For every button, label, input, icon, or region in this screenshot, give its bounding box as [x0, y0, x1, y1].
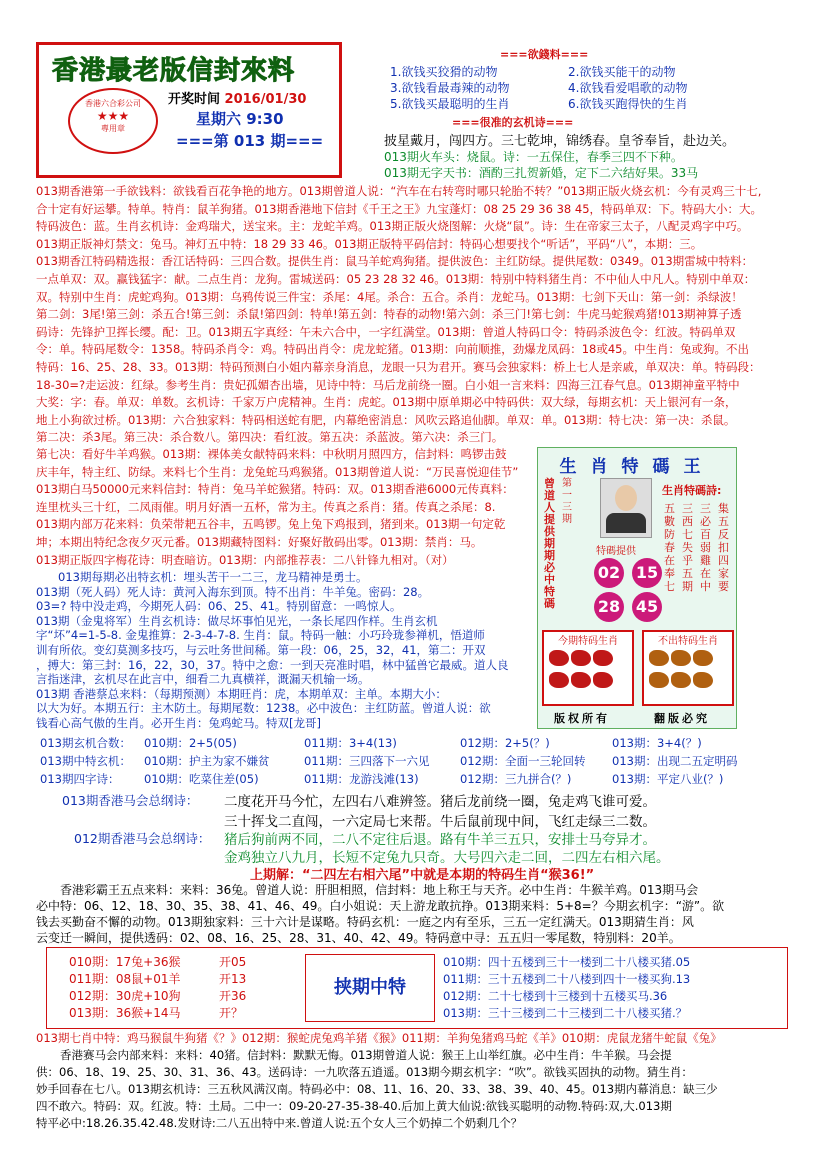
poster-right-title: 生肖特碼詩:: [662, 484, 722, 497]
animal-icon: [571, 672, 591, 688]
animal-icon: [649, 672, 669, 688]
lower-text-block: [36, 882, 796, 946]
narrow-text-line: 连里枕头三十红，二凤雨催。明月好酒一五杯，常为主。传真之系肖：猪。传真之杀尾：8.: [36, 499, 496, 514]
portrait-image: [600, 478, 652, 538]
table-left-row: [69, 971, 246, 988]
money-item: 4.欲钱看爱唱歌的动物: [568, 81, 688, 95]
lower-text-line: 钱去买勤奋不懈的动物。013期独家料：三十六计是谋略。特码玄机：一庭之内有至乐，三五一定红满天。013期猜生肖：风: [36, 915, 694, 929]
table-right-row: 010期：四十五楼到三十一楼到二十八楼买猪.05: [443, 955, 691, 969]
table-right-row: 013期：三十三楼到二十三楼到二十八楼买猪.？: [443, 1006, 688, 1020]
main-text-line: 合十定有好运攀。特单。特肖：鼠羊狗猪。013期香港地下信封《千王之王》九宝蓬灯：08 25 29 36 38 45，特码单双：下。特码大小：大。: [36, 201, 763, 216]
footer-text-line: 013期七肖中特：鸡马猴鼠牛狗猪《？》012期：猴蛇虎兔鸡羊猪《猴》011期：羊狗兔猪鸡马蛇《羊》010期：虎鼠龙猪牛蛇鼠《兔》: [36, 1031, 722, 1045]
money-item: 5.欲钱买最聪明的生肖: [390, 97, 510, 111]
table-pair: 012期：30虎+10狗: [69, 989, 181, 1003]
poem-line-2: 013期火车头：烧鼠。诗：一五保住，春季三四不下种。: [384, 150, 683, 164]
horse-poem-1-line-2: 三十挥戈二直闯，一六定局七来帮。牛后鼠前现中间，飞红走绿三二数。: [224, 814, 656, 830]
table-right-row: 012期：二十七楼到十三楼到十五楼买马.36: [443, 989, 668, 1003]
main-text-line: 大奖：字：春。单双：单数。玄机诗：千家万户虎精神。生肖：虎蛇。013期中原单期必中特码供：双大绿，每期玄机：天上银河有一条，: [36, 395, 737, 410]
animal-icon: [549, 650, 569, 666]
blue-text-line: 013期 香港蔡总来料：（每期预测）本期旺肖：虎，本期单双：主单。本期大小：: [36, 686, 447, 701]
poster-footer-left: 版权所有: [554, 712, 610, 725]
blue-text-line: ，搏大：第三封：16，22，30，37。特中之愈：一到天亮准时唱，林中猛兽它最威。道人良: [36, 657, 509, 672]
history-cell: 010期：吃菜住差(05): [144, 772, 259, 786]
history-cell: 011期：龙游浅滩(13): [304, 772, 419, 786]
table-left-row: [69, 988, 246, 1005]
history-cell: 013期中特玄机：: [40, 754, 131, 768]
main-text-line: 地上小狗欲过桥。013期：六合独家料：特码相送蛇有肥，内幕绝密消息：风吹云路追仙脚。单双：单。013期：特七决：第一决：杀鼠。: [36, 412, 736, 427]
issue-table: [46, 947, 788, 1029]
blue-text-block: [36, 570, 536, 731]
history-cell: 011期：3+4(13): [304, 736, 397, 750]
poster-left-text: 曾道人提供期期必中特碼: [544, 477, 555, 610]
main-text-line: 第二决：杀3尾。第三决：杀合数八。第四决：看红波。第五决：杀蓝波。第六决：杀三门。: [36, 430, 504, 445]
poster-col: 三西七失乎五期: [682, 502, 693, 593]
poem-title: ===很准的玄机诗===: [452, 116, 574, 129]
poster-title: 生肖特碼王: [559, 457, 715, 477]
history-cell: 013期：3+4(？): [612, 736, 702, 750]
zodiac-out-label: 不出特码生肖: [658, 636, 718, 647]
logo-title: 香港最老版信封來料: [52, 56, 296, 86]
narrow-text-line: 013期正版四字梅花诗：明查暗访。013期：内部推荐表：二八针锋九相对。（对）: [36, 552, 454, 567]
company-seal: [68, 88, 158, 154]
history-cell: 013期四字诗：: [40, 772, 120, 786]
history-cell: 012期：2+5(？): [460, 736, 550, 750]
animal-icon: [593, 650, 613, 666]
money-item: 6.欲钱买跑得快的生肖: [568, 97, 688, 111]
blue-text-line: 03=? 特中没走鸡，今期死人码：06、25、41。特别留意：一鸣惊人。: [36, 599, 402, 614]
number-ball: 15: [632, 558, 662, 588]
table-result: 开36: [219, 989, 247, 1003]
money-item: 1.欲钱买狡猾的动物: [390, 65, 498, 79]
animal-icon: [693, 672, 713, 688]
blue-text-line: 字“坏”4=1-5-8. 金鬼推算：2-3-4-7-8. 生肖：鼠。特码一触：小巧玲珑参禅机，悟道师: [36, 628, 485, 643]
animal-icon: [649, 650, 669, 666]
number-ball: 28: [594, 592, 624, 622]
footer-text-line: 特平必中:18.26.35.42.48.发财诗:二八五出特中来.曾道人说:五个女人三个奶掉二个奶剩几个？: [36, 1116, 523, 1130]
footer-text-line: 香港赛马会内部来料：来料：40猪。信封料：默默无悔。013期曾道人说：猴王上山举红旗。必中生肖：牛羊猴。马会提: [60, 1048, 672, 1062]
narrow-text-line: 坤；本期出特纪念夜夕灭元番。013期藏特图料：好聚好散码出零。013期：禁肖：马。: [36, 534, 483, 549]
blue-text-line: 013期（死人码）死人诗：黄河入海东到顶。特不出肖：牛羊兔。密码：28。: [36, 584, 430, 599]
main-text-line: 013期香港第一手欲钱料：欲钱看百花争艳的地方。013期曾道人说：“汽车在右转弯时哪只轮胎不转？”013期正版火烧玄机：今有灵鸡三十七,: [36, 184, 762, 198]
main-text-line: 第二剑：3尾!第三剑：杀五合!第三剑：杀鼠!第四剑：特单!第五剑：特春的动物!第六剑：杀三门!第七剑：牛虎马蛇猴鸡猪!013期神算子透: [36, 307, 742, 322]
zodiac-box-out: [642, 630, 734, 706]
money-item: 2.欲钱买能干的动物: [568, 65, 676, 79]
lower-text-line: 必中特：06、12、18、30、35、38、41、46、49。白小姐说：天上游龙敢抗挣。013期来料：5+8=？今期玄机字：“游”。欲: [36, 899, 725, 913]
poster-right-cols: [664, 502, 730, 593]
table-left-row: [69, 954, 246, 971]
table-pair: 011期：08鼠+01羊: [69, 972, 181, 986]
animal-icon: [593, 672, 613, 688]
draw-time: [168, 88, 306, 107]
seal-top-text: 香港六合彩公司: [85, 99, 141, 108]
lower-text-line: 云变迁一瞬间，提供透码：02、08、16、25、28、31、40、42、49。特码意中寻：五五归一零尾数，特别料：20羊。: [36, 931, 681, 945]
history-cell: 011期：三四落下一六见: [304, 754, 430, 768]
money-box-items: [390, 64, 790, 112]
narrow-text-line: 庆丰年，特主红、防绿。来料七个生肖：龙兔蛇马鸡猴猪。013期曾道人说：“万民喜悦迎佳节”: [36, 464, 519, 479]
blue-text-line: 以大为好。本期五行：主木防土。每期尾数：1238。必中波色：主红防蓝。曾道人说：欲: [36, 701, 491, 716]
animal-icon: [671, 672, 691, 688]
draw-date: 2016/01/30: [224, 92, 307, 107]
table-middle-label: 挟期中特: [305, 954, 435, 1022]
main-text-line: 013期正版神灯禁文：兔马。神灯五中特：18 29 33 46。013期正版特平码信封：特码心想要找个“听话”，平码“八”，本期：三。: [36, 236, 703, 251]
table-result: 开？: [219, 1006, 244, 1020]
horse-poem-2-line-2: 金鸡独立八九月，长短不定兔九只奇。大号四六走二回，二四左右相六尾。: [224, 850, 670, 866]
seal-bottom-text: 專用章: [101, 124, 125, 133]
history-row: [40, 770, 800, 788]
number-ball: 02: [594, 558, 624, 588]
money-box-title: ===欲錢料===: [500, 48, 589, 61]
history-cell: 013期：平定八业(？): [612, 772, 724, 786]
weekday-time: 星期六 9:30: [196, 110, 284, 128]
history-cell: 013期玄机合数：: [40, 736, 131, 750]
history-cell: 012期：全面一三轮回转: [460, 754, 586, 768]
narrow-text-block: [36, 446, 536, 569]
table-pair: 013期：36猴+14马: [69, 1006, 181, 1020]
horse-poem-1-label: 013期香港马会总纲诗：: [62, 793, 199, 808]
table-pair: 010期：17兔+36猴: [69, 955, 181, 969]
footer-text-line: 四不敢六。特码：双。红波。特：土局。二中一：09-20-27-35-38-40.后加上黄大仙说:欲钱买聪明的动物.特码:双,大.013期: [36, 1099, 672, 1113]
history-cell: 010期：2+5(05): [144, 736, 237, 750]
history-rows: [40, 734, 800, 788]
blue-text-line: 013期每期必出特玄机：埋头苦干一二三，龙马精神是勇士。: [58, 570, 368, 584]
number-ball: 45: [632, 592, 662, 622]
draw-time-label: 开奖时间: [168, 92, 221, 107]
main-text-block: [36, 183, 796, 447]
poster-footer-right: 翻版必究: [654, 712, 710, 725]
animal-icon: [571, 650, 591, 666]
main-text-line: 18-30=?走运波：红绿。参考生肖：贵妃孤媚杏出墙，见诗中特：马后龙前绕一圈。白小姐一言来料：四海三江春气息。013期神童平特中: [36, 377, 740, 392]
zodiac-in-label: 今期特码生肖: [558, 636, 618, 647]
poster-col: 集五反扣四家要: [718, 502, 729, 593]
main-text-line: 码诗：先锋护卫挥长缨。配：卫。013期五字真经：午未六合中，一字红满堂。013期：曾道人特码口令：特码杀波色令：红波。特码单双: [36, 324, 736, 339]
history-cell: 013期：出现二五定明码: [612, 754, 738, 768]
horse-poem-2-label: 012期香港马会总纲诗：: [74, 831, 211, 846]
poster-issue-text: 第一三期: [562, 478, 572, 525]
table-left-row: [69, 1005, 246, 1022]
narrow-text-line: 第七决：看好牛羊鸡猴。013期：裸体美女献特码来料：中秋明月照四方，信封料：鸣锣击鼓: [36, 447, 507, 461]
blue-text-line: 钱看心高气傲的生肖。必开生肖：兔鸡蛇马。特双[龙哥]: [36, 715, 321, 730]
blue-text-line: 言指迷津，玄机尽在此言中，细看二九真横祥，溉漏天机输一场。: [36, 672, 370, 687]
lower-text-line: 香港彩霸王五点来料：来料：36兔。曾道人说：肝胆相照，信封料：地上称王与天齐。必中生肖：牛猴羊鸡。013期马会: [60, 883, 699, 897]
animal-icon: [549, 672, 569, 688]
poem-line-3: 013期无字天书：酒酌三扎贺新婚，定下二六结好果。33马: [384, 166, 699, 180]
poster-col: 五數防春在奉七: [664, 502, 675, 593]
zodiac-poster: [537, 447, 737, 729]
poster-col: 三必百弱雞在中: [700, 502, 711, 593]
seal-stars: ★★★: [96, 109, 130, 123]
main-text-line: 特码波色：蓝。生肖玄机诗：金鸡瑞犬，送宝来。主：龙蛇羊鸡。013期正版火烧图解：火烧“鼠”。诗：生在帝家三太子，八配灵鸡字中巧。: [36, 219, 749, 234]
zodiac-box-in: [542, 630, 634, 706]
table-right: [443, 954, 690, 1034]
horse-poem-1-line-1: 二度花开马今忙，左四右八难辨签。猪后龙前绕一圈，兔走鸡飞谁可爱。: [224, 794, 656, 810]
issue-number: ===第 013 期===: [176, 132, 324, 150]
table-result: 开13: [219, 972, 247, 986]
history-cell: 010期：护主为家不嫌贫: [144, 754, 270, 768]
main-text-line: 一点单双：双。赢钱猛字：献。二点生肖：龙狗。雷城送码：05 23 28 32 46。013期：特别中特料猪生肖：不中仙人中凡人。特别中单双：: [36, 271, 756, 286]
table-right-row: 011期：三十五楼到二十八楼到四十一楼买狗.13: [443, 972, 691, 986]
history-row: [40, 752, 800, 770]
footer-text-line: 妙手回春在七八。013期玄机诗：三五秋风满汉南。特码必中：08、11、16、20、33、38、39、40、45。013期内幕消息：缺三少: [36, 1082, 718, 1096]
history-row: [40, 734, 800, 752]
last-issue-answer: 上期解：“二四左右相六尾”中就是本期的特码生肖“猴36!”: [250, 868, 595, 883]
blue-text-line: 训有所依。变幻莫测多技巧，与云吐务世间稀。第一段：06，25，32，41，第二：开双: [36, 642, 486, 657]
main-text-line: 双。特别中生肖：虎蛇鸡狗。013期：乌鸦传说三件宝：杀尾：4尾。杀合：五合。杀肖：龙蛇马。013期：七剑下天山：第一剑：杀绿波！: [36, 289, 743, 304]
horse-poem-2-line-1: 猪后狗前两不同，二八不定往后退。路有牛羊三五只，安排士马夸异才。: [224, 832, 656, 848]
poster-provided: 特碼提供: [596, 546, 636, 557]
blue-text-line: 013期（金鬼将军）生肖玄机诗：做尽坏事怕见光，一条长尾四作样。生肖玄机: [36, 613, 438, 628]
narrow-text-line: 013期白马50000元来料信封：特肖：兔马羊蛇猴猪。特码：双。013期香港6000元传真料：: [36, 482, 514, 497]
history-cell: 012期：三九拼合(？): [460, 772, 572, 786]
footer-text-line: 供：06、18、19、25、30、31、36、43。送码诗：一九吹落五逍遥。013期今期玄机字：“吹”。欲钱买固执的动物。猜生肖：: [36, 1065, 693, 1079]
poem-line-1: 披星戴月，闯四方。三七乾坤，锦绣春。皇爷奉旨，赴边关。: [384, 134, 736, 149]
table-left: [69, 954, 246, 1034]
table-result: 开05: [219, 955, 247, 969]
main-text-line: 特码：16、25、28、33。013期：特码预测白小姐内幕亲身消息，龙眼一只为君开。赛马会独家料：桥上七人是亲戚，单双决：单。特码段：: [36, 359, 761, 374]
animal-icon: [693, 650, 713, 666]
money-item: 3.欲钱看最毒辣的动物: [390, 81, 510, 95]
poster-balls: [594, 558, 666, 622]
main-text-line: 令：单。特码尾数令：1358。特码杀肖令：鸡。特码出肖令：虎龙蛇猪。013期：向前顺推，劲爆龙凤码：18或45。中生肖：兔或狗。不出: [36, 342, 749, 357]
animal-icon: [671, 650, 691, 666]
narrow-text-line: 013期内部万花来料：负荣带耙五谷丰，五鸣锣。兔上兔下鸡报到，猪到来。013期一句定乾: [36, 517, 506, 532]
main-text-line: 013期香江特码精选报：香江话特码：三四合数。提供生肖：鼠马羊蛇鸡狗猪。提供波色：主红防绿。提供尾数：0349。013期雷城中特料：: [36, 254, 754, 269]
footer-text-block: [36, 1030, 796, 1132]
